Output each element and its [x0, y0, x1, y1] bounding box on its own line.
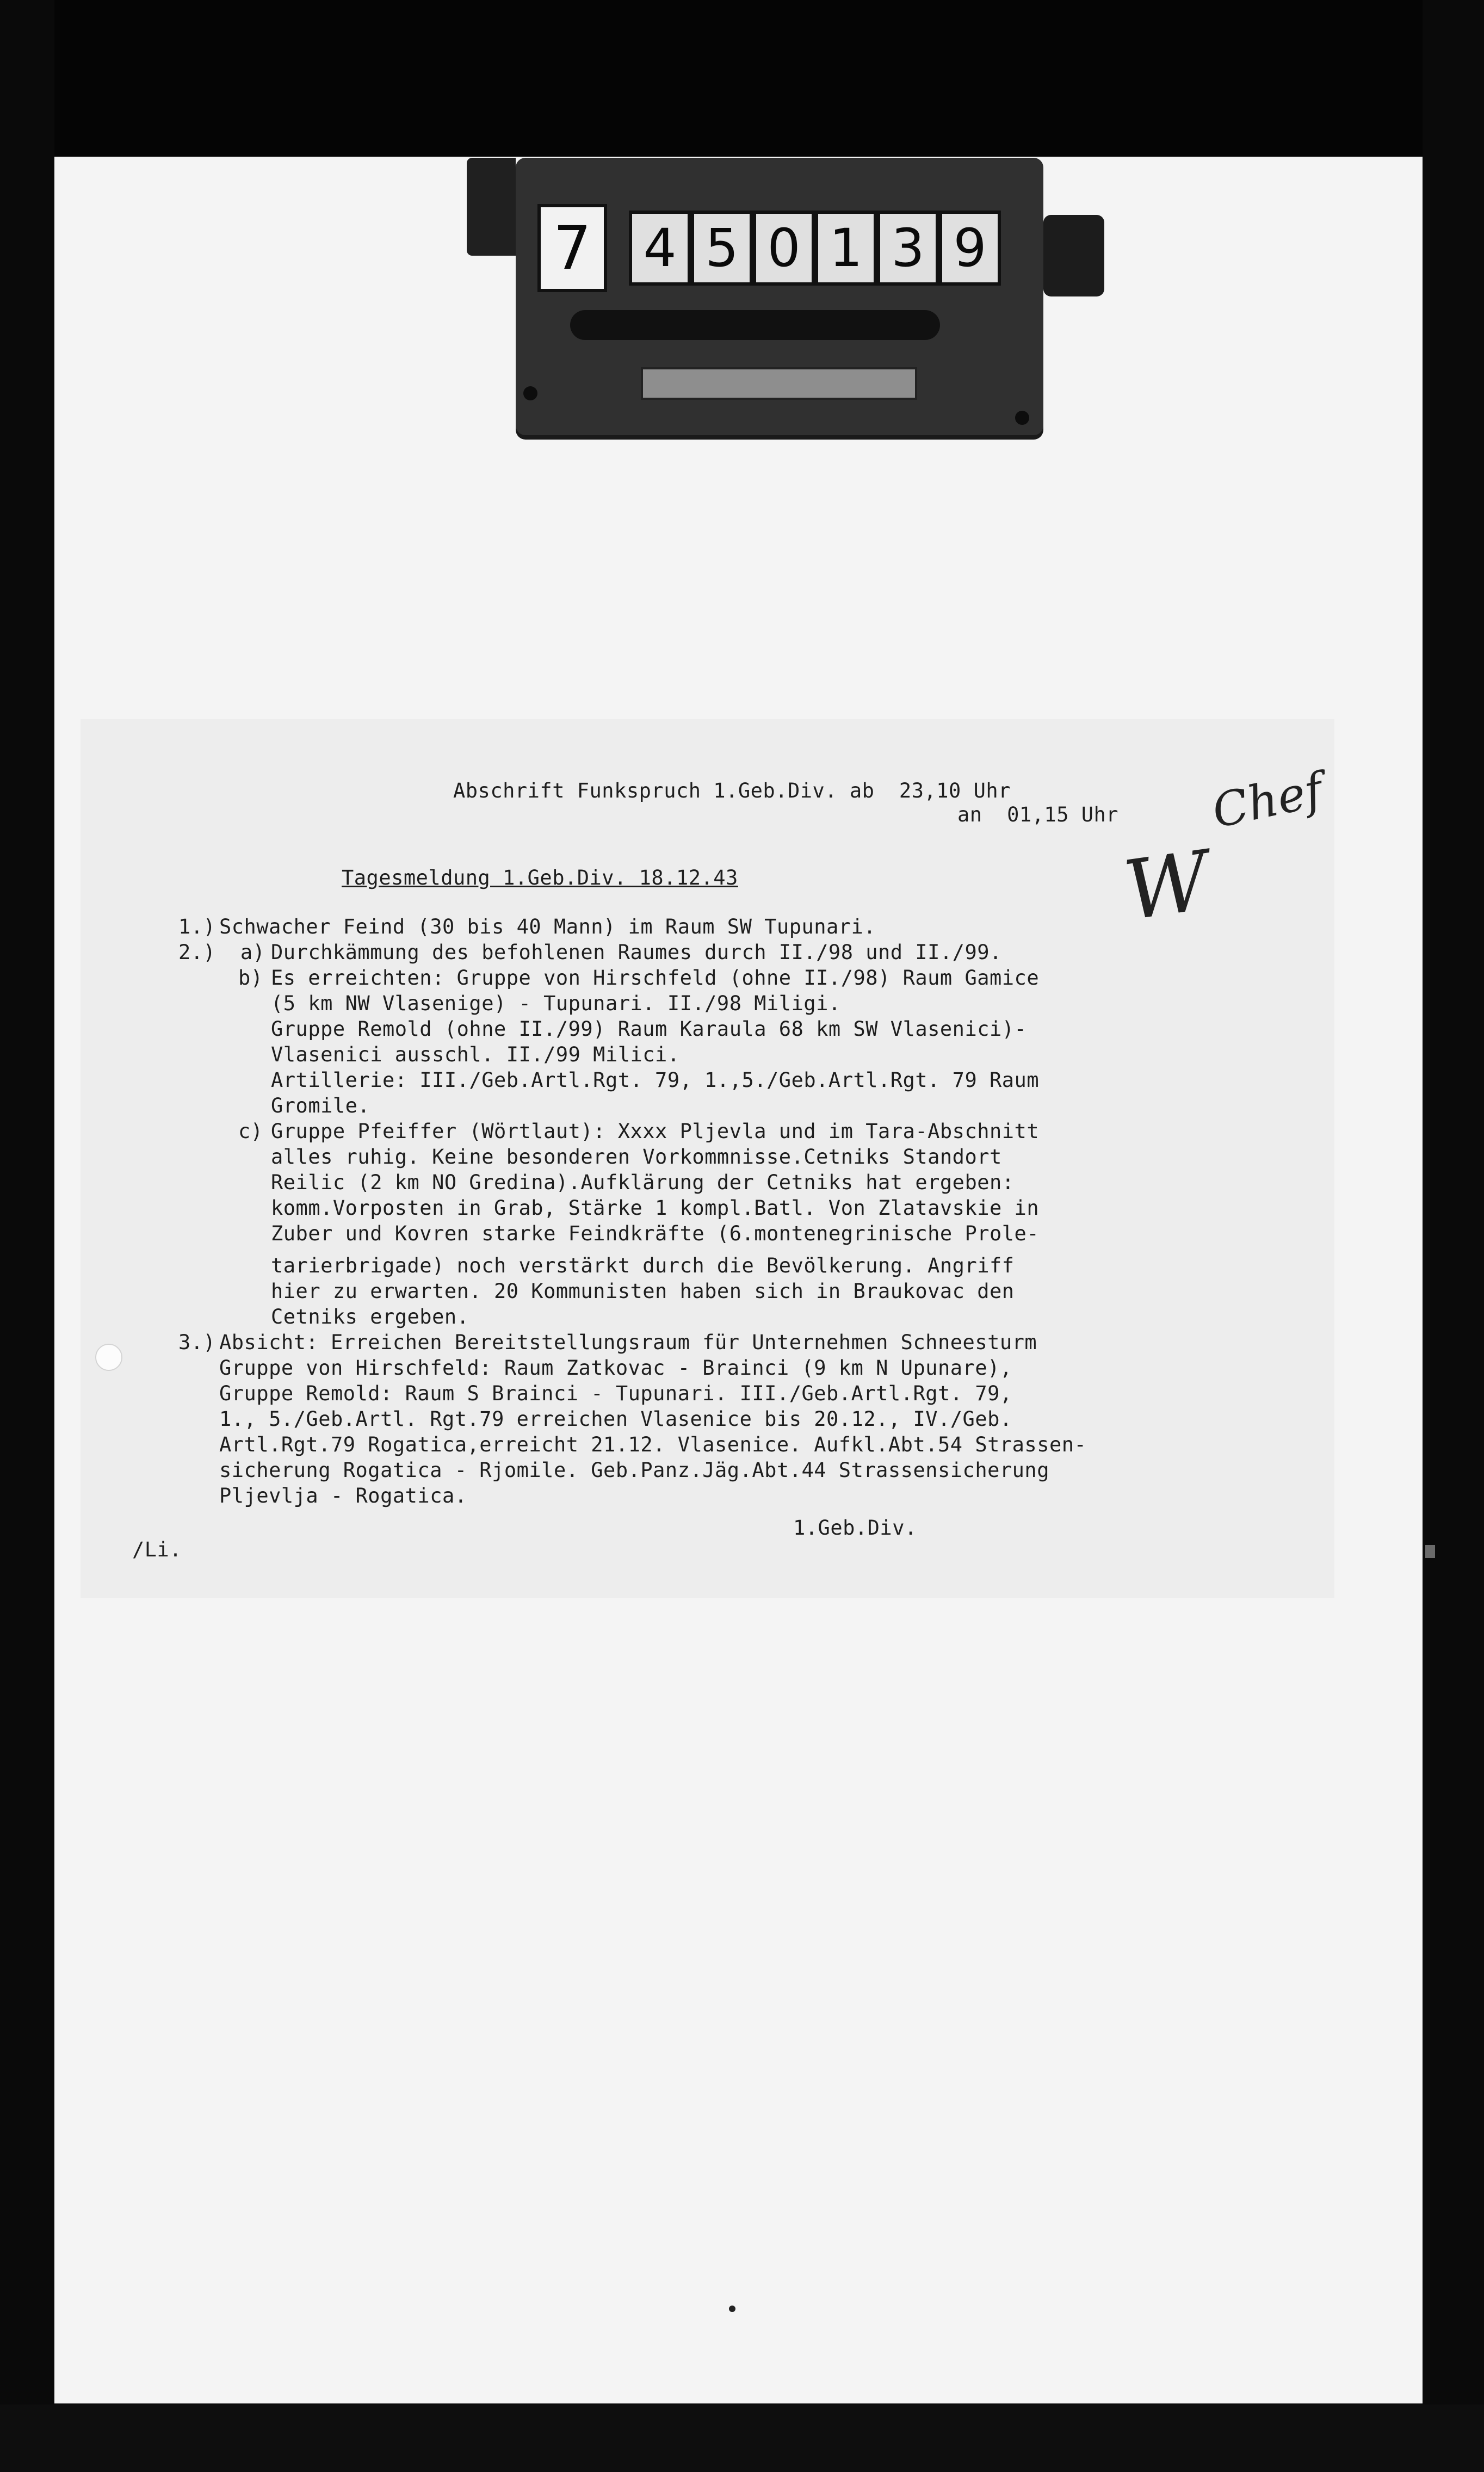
body-line: sicherung Rogatica - Rjomile. Geb.Panz.Jäg.Abt.44 Strassensicherung	[219, 1459, 1049, 1482]
body-line: Durchkämmung des befohlenen Raumes durch II./98 und II./99.	[271, 941, 1002, 964]
frame-marker	[1425, 1545, 1435, 1558]
counter-nameplate	[641, 367, 917, 400]
counter-digit: 5	[691, 211, 753, 286]
body-line: Artl.Rgt.79 Rogatica,erreicht 21.12. Vlasenice. Aufkl.Abt.54 Strassen-	[219, 1433, 1087, 1456]
body-line: (5 km NW Vlasenige) - Tupunari. II./98 Miligi.	[271, 992, 841, 1015]
radio-message-slip	[81, 719, 1334, 1598]
report-title: Tagesmeldung 1.Geb.Div. 18.12.43	[342, 866, 738, 889]
header-line-1: Abschrift Funkspruch 1.Geb.Div. ab 23,10 Uhr	[453, 779, 1011, 802]
counter-label-smudge	[570, 310, 940, 340]
body-line: komm.Vorposten in Grab, Stärke 1 kompl.Batl. Von Zlatavskie in	[271, 1196, 1040, 1220]
signature: 1.Geb.Div.	[793, 1516, 917, 1540]
film-frame-bottom	[0, 2405, 1484, 2472]
handwritten-note: Chef	[1207, 762, 1328, 839]
body-line: tarierbrigade) noch verstärkt durch die Bevölkerung. Angriff	[271, 1254, 1015, 1277]
body-line: Gruppe Remold (ohne II./99) Raum Karaula 68 km SW Vlasenici)-	[271, 1017, 1027, 1041]
body-line: Schwacher Feind (30 bis 40 Mann) im Raum SW Tupunari.	[219, 915, 876, 938]
body-line: Gruppe Remold: Raum S Brainci - Tupunari. III./Geb.Artl.Rgt. 79,	[219, 1382, 1012, 1405]
handwritten-initials: W	[1118, 833, 1215, 939]
counter-clip	[467, 158, 516, 256]
item-label: b)	[238, 966, 263, 990]
frame-counter-device	[516, 158, 1043, 435]
counter-digit: 9	[939, 211, 1001, 286]
screw-icon	[523, 386, 537, 400]
body-line: Zuber und Kovren starke Feindkräfte (6.montenegrinische Prole-	[271, 1222, 1040, 1245]
page-dot	[729, 2306, 735, 2312]
body-line: hier zu erwarten. 20 Kommunisten haben sich in Braukovac den	[271, 1280, 1015, 1303]
body-line: Es erreichten: Gruppe von Hirschfeld (ohne II./98) Raum Gamice	[271, 966, 1040, 990]
item-label: 2.) a)	[178, 941, 265, 964]
body-line: 1., 5./Geb.Artl. Rgt.79 erreichen Vlasenice bis 20.12., IV./Geb.	[219, 1407, 1012, 1431]
item-label: c)	[238, 1120, 263, 1143]
body-line: alles ruhig. Keine besonderen Vorkommnisse.Cetniks Standort	[271, 1145, 1002, 1169]
counter-digits	[537, 204, 1001, 286]
counter-digit: 7	[537, 204, 607, 292]
body-line: Absicht: Erreichen Bereitstellungsraum für Unternehmen Schneesturm	[219, 1331, 1037, 1354]
body-line: Gruppe von Hirschfeld: Raum Zatkovac - Brainci (9 km N Upunare),	[219, 1356, 1012, 1380]
item-label: 3.)	[178, 1331, 216, 1354]
counter-digit: 0	[753, 211, 815, 286]
film-frame-left	[0, 0, 54, 2472]
counter-knob	[1043, 215, 1104, 296]
body-line: Gruppe Pfeiffer (Wörtlaut): Xxxx Pljevla und im Tara-Abschnitt	[271, 1120, 1040, 1143]
counter-digit: 4	[629, 211, 691, 286]
header-line-2: an 01,15 Uhr	[957, 803, 1119, 826]
counter-digit: 3	[877, 211, 939, 286]
body-line: Reilic (2 km NO Gredina).Aufklärung der Cetniks hat ergeben:	[271, 1171, 1015, 1194]
film-frame-top	[0, 0, 1484, 158]
punch-hole	[95, 1344, 122, 1371]
body-line: Pljevlja - Rogatica.	[219, 1484, 467, 1507]
body-line: Cetniks ergeben.	[271, 1305, 469, 1328]
screw-icon	[1015, 411, 1029, 425]
film-frame-right	[1423, 0, 1484, 2472]
body-line: Vlasenici ausschl. II./99 Milici.	[271, 1043, 680, 1066]
body-line: Gromile.	[271, 1094, 370, 1117]
body-line: Artillerie: III./Geb.Artl.Rgt. 79, 1.,5./Geb.Artl.Rgt. 79 Raum	[271, 1068, 1040, 1092]
counter-digit: 1	[815, 211, 877, 286]
reference-initials: /Li.	[132, 1538, 182, 1561]
item-label: 1.)	[178, 915, 216, 938]
